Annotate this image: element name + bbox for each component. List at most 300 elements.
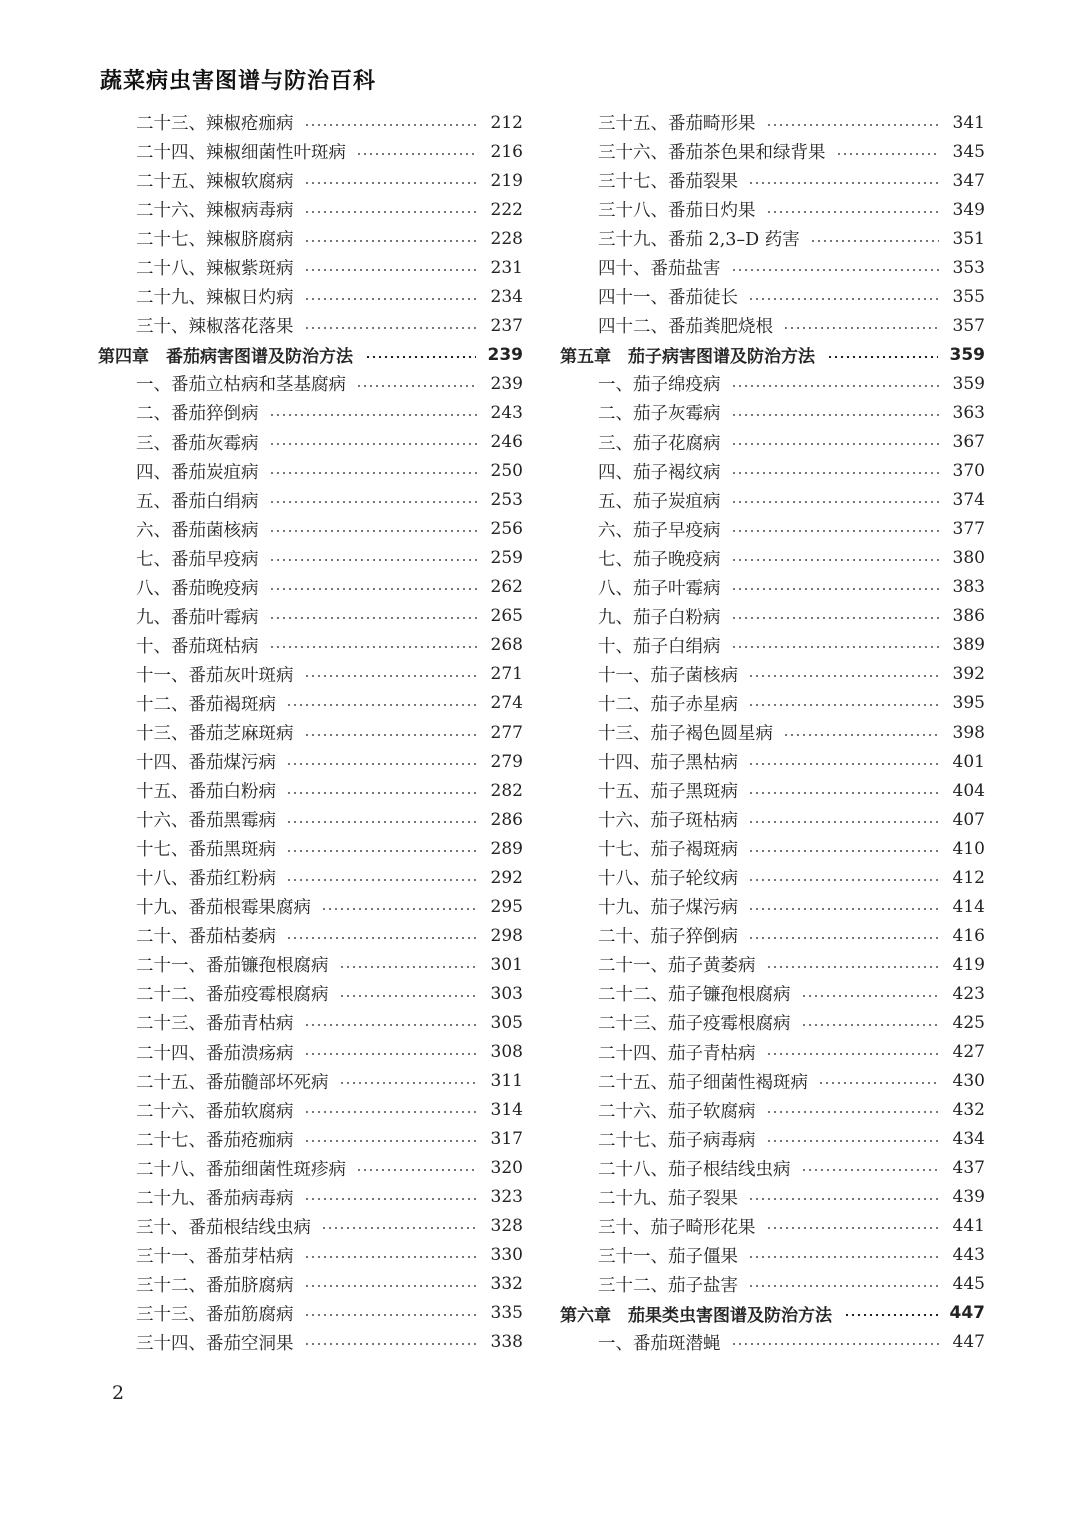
toc-entry [560,1183,985,1212]
toc-entry [98,137,523,166]
toc-entry-title: 三十四、番茄空洞果 [136,1333,294,1354]
toc-entry-page: 274 [490,693,523,714]
toc-entry [98,515,523,544]
toc-entry-page: 271 [490,664,523,685]
toc-entry-page: 246 [490,432,523,453]
toc-entry-page: 439 [952,1187,985,1208]
dot-leader [801,1169,940,1171]
toc-entry-title: 二十二、茄子镰孢根腐病 [598,985,791,1006]
dot-leader [731,559,940,561]
toc-entry-page: 303 [490,983,523,1004]
toc-entry [560,398,985,427]
toc-entry-page: 380 [952,548,985,569]
dot-leader [269,414,478,416]
dot-leader [365,356,476,358]
toc-entry [560,108,985,137]
toc-entry-title: 一、番茄斑潜蝇 [598,1333,721,1354]
toc-chapter-entry [560,1299,985,1328]
dot-leader [339,966,478,968]
dot-leader [731,385,940,387]
toc-entry [560,747,985,776]
toc-entry-page: 437 [952,1158,985,1179]
toc-entry [560,137,985,166]
toc-entry [98,834,523,863]
toc-entry [560,776,985,805]
dot-leader [731,646,940,648]
toc-entry-title: 二十五、番茄髓部坏死病 [136,1072,329,1093]
toc-entry-title: 三十五、番茄畸形果 [598,114,756,135]
toc-entry-title: 二十七、番茄疮痂病 [136,1130,294,1151]
dot-leader [304,211,478,213]
page-number: 2 [112,1382,125,1404]
toc-entry [560,1328,985,1357]
dot-leader [269,472,478,474]
dot-leader [748,1256,939,1258]
toc-entry [560,1096,985,1125]
toc-entry-title: 三十九、番茄 2,3–D 药害 [598,230,800,251]
toc-entry-title: 九、茄子白粉病 [598,607,721,628]
toc-entry [560,282,985,311]
toc-entry [560,224,985,253]
toc-entry-page: 239 [490,373,523,394]
toc-entry-title: 二十八、辣椒紫斑病 [136,259,294,280]
toc-entry [98,369,523,398]
dot-leader [269,617,478,619]
toc-entry [560,805,985,834]
toc-entry-title: 三十、辣椒落花落果 [136,317,294,338]
toc-entry [560,573,985,602]
toc-entry [98,1299,523,1328]
toc-entry-title: 十七、茄子褐斑病 [598,840,738,861]
toc-entry-title: 三十七、番茄裂果 [598,172,738,193]
toc-entry-title: 二十六、茄子软腐病 [598,1101,756,1122]
toc-entry [98,747,523,776]
dot-leader [766,966,940,968]
toc-entry [98,544,523,573]
toc-entry [560,631,985,660]
toc-entry-title: 三十三、番茄筋腐病 [136,1304,294,1325]
toc-entry [98,979,523,1008]
toc-entry-page: 398 [952,722,985,743]
dot-leader [321,908,477,910]
toc-entry [98,1241,523,1270]
toc-entry-title: 二十四、辣椒细菌性叶斑病 [136,143,346,164]
toc-entry-page: 370 [952,461,985,482]
toc-entry [560,1038,985,1067]
toc-entry [560,950,985,979]
toc-entry-title: 六、茄子早疫病 [598,520,721,541]
toc-entry-title: 九、番茄叶霉病 [136,607,259,628]
toc-entry-title: 五、茄子炭疽病 [598,491,721,512]
toc-entry-title: 二十三、茄子疫霉根腐病 [598,1014,791,1035]
dot-leader [748,792,939,794]
dot-leader [844,1314,938,1316]
toc-entry-page: 434 [952,1129,985,1150]
dot-leader [356,1169,477,1171]
toc-entry-page: 389 [952,635,985,656]
toc-entry-page: 265 [490,606,523,627]
toc-entry-page: 351 [952,228,985,249]
toc-entry-page: 441 [952,1216,985,1237]
toc-chapter-entry [560,340,985,369]
toc-entry [98,1154,523,1183]
toc-entry-page: 386 [952,606,985,627]
toc-entry-title: 二十九、辣椒日灼病 [136,288,294,309]
toc-entry-page: 427 [952,1042,985,1063]
toc-entry-page: 347 [952,170,985,191]
toc-entry-page: 423 [952,983,985,1004]
toc-entry-title: 二、茄子灰霉病 [598,404,721,425]
dot-leader [304,1140,478,1142]
toc-entry-page: 222 [490,199,523,220]
dot-leader [731,530,940,532]
toc-entry [560,834,985,863]
dot-leader [339,1082,478,1084]
toc-entry-title: 十八、番茄红粉病 [136,869,276,890]
toc-entry-page: 228 [490,228,523,249]
toc-entry-title: 四、茄子褐纹病 [598,462,721,483]
toc-entry-page: 282 [490,780,523,801]
dot-leader [286,850,477,852]
dot-leader [304,1343,478,1345]
toc-entry-title: 十六、茄子斑枯病 [598,811,738,832]
toc-entry [98,1038,523,1067]
toc-entry-page: 268 [490,635,523,656]
toc-entry-title: 十、番茄斑枯病 [136,636,259,657]
dot-leader [783,327,939,329]
toc-entry-title: 二十四、茄子青枯病 [598,1043,756,1064]
toc-entry [560,979,985,1008]
toc-entry-title: 六、番茄菌核病 [136,520,259,541]
dot-leader [321,1227,477,1229]
toc-entry [560,689,985,718]
dot-leader [269,530,478,532]
toc-entry-title: 三十、番茄根结线虫病 [136,1217,311,1238]
dot-leader [748,850,939,852]
toc-entry-title: 第四章 番茄病害图谱及防治方法 [98,347,353,368]
toc-entry-title: 十一、茄子菌核病 [598,665,738,686]
dot-leader [286,792,477,794]
toc-entry [560,486,985,515]
toc-entry-title: 三十二、茄子盐害 [598,1275,738,1296]
toc-entry-page: 341 [952,112,985,133]
toc-entry-page: 419 [952,954,985,975]
toc-entry-title: 四、番茄炭疽病 [136,462,259,483]
dot-leader [731,617,940,619]
toc-entry-title: 四十、番茄盐害 [598,259,721,280]
toc-entry-title: 三、番茄灰霉病 [136,433,259,454]
dot-leader [766,1111,940,1113]
toc-entry [560,1212,985,1241]
toc-entry [98,253,523,282]
toc-entry [560,166,985,195]
toc-entry-title: 二十八、茄子根结线虫病 [598,1159,791,1180]
dot-leader [748,298,939,300]
toc-entry-title: 十九、茄子煤污病 [598,898,738,919]
toc-entry-title: 三十八、番茄日灼果 [598,201,756,222]
dot-leader [304,298,478,300]
dot-leader [827,356,938,358]
toc-entry [560,863,985,892]
toc-entry-page: 395 [952,693,985,714]
toc-entry-title: 二十五、茄子细菌性褐斑病 [598,1072,808,1093]
toc-entry-page: 412 [952,867,985,888]
toc-entry-page: 286 [490,809,523,830]
toc-entry-title: 三十二、番茄脐腐病 [136,1275,294,1296]
toc-entry [560,602,985,631]
toc-entry-page: 345 [952,141,985,162]
toc-entry-page: 443 [952,1245,985,1266]
dot-leader [748,821,939,823]
toc-entry-page: 338 [490,1332,523,1353]
dot-leader [304,182,478,184]
toc-entry [560,1154,985,1183]
toc-entry-page: 219 [490,170,523,191]
toc-entry-page: 374 [952,490,985,511]
dot-leader [304,124,478,126]
toc-entry-page: 377 [952,519,985,540]
toc-entry-title: 五、番茄白绢病 [136,491,259,512]
toc-entry-page: 292 [490,867,523,888]
toc-entry-title: 十六、番茄黑霉病 [136,811,276,832]
toc-entry-title: 十九、番茄根霉果腐病 [136,898,311,919]
toc-entry-page: 447 [952,1332,985,1353]
dot-leader [356,153,477,155]
toc-entry-title: 十二、番茄褐斑病 [136,694,276,715]
dot-leader [818,1082,939,1084]
toc-entry-page: 279 [490,751,523,772]
toc-entry [98,950,523,979]
toc-chapter-entry [98,340,523,369]
toc-entry-page: 359 [952,373,985,394]
toc-entry-title: 二十七、辣椒脐腐病 [136,230,294,251]
toc-entry [98,457,523,486]
toc-entry-page: 359 [949,344,985,365]
toc-entry [560,195,985,224]
dot-leader [269,588,478,590]
toc-entry-page: 305 [490,1012,523,1033]
toc-entry-title: 八、番茄晚疫病 [136,578,259,599]
toc-entry [560,660,985,689]
dot-leader [748,704,939,706]
dot-leader [286,704,477,706]
dot-leader [748,1198,939,1200]
toc-left-column [98,108,523,1357]
toc-entry [98,1328,523,1357]
toc-entry [98,573,523,602]
toc-entry-page: 239 [487,344,523,365]
toc-entry-title: 二十三、辣椒疮痂病 [136,114,294,135]
dot-leader [748,763,939,765]
toc-entry-title: 二十九、茄子裂果 [598,1188,738,1209]
toc-entry-title: 第五章 茄子病害图谱及防治方法 [560,347,815,368]
toc-entry-title: 十三、茄子褐色圆星病 [598,724,773,744]
toc-entry [98,631,523,660]
toc-entry [98,863,523,892]
toc-entry-title: 十三、番茄芝麻斑病 [136,724,294,744]
dot-leader [731,269,940,271]
dot-leader [766,1227,940,1229]
toc-entry-page: 330 [490,1245,523,1266]
toc-entry-page: 301 [490,954,523,975]
toc-entry-page: 311 [490,1071,523,1092]
toc-entry-page: 323 [490,1187,523,1208]
toc-entry-page: 335 [490,1303,523,1324]
toc-entry-title: 二十六、辣椒病毒病 [136,201,294,222]
toc-right-column [560,108,985,1357]
dot-leader [269,443,478,445]
toc-entry-title: 二十九、番茄病毒病 [136,1188,294,1209]
toc-entry-title: 十四、茄子黑枯病 [598,753,738,774]
toc-entry-title: 四十一、番茄徒长 [598,288,738,309]
toc-entry [98,166,523,195]
toc-entry-page: 407 [952,809,985,830]
dot-leader [731,501,940,503]
toc-entry-page: 314 [490,1100,523,1121]
toc-entry-page: 332 [490,1274,523,1295]
book-title: 蔬菜病虫害图谱与防治百科 [100,69,377,94]
dot-leader [731,588,940,590]
toc-entry-title: 二十六、番茄软腐病 [136,1101,294,1122]
toc-entry-page: 250 [490,461,523,482]
toc-entry [98,195,523,224]
toc-entry [98,1008,523,1037]
dot-leader [304,1024,478,1026]
toc-entry [98,1183,523,1212]
toc-entry-title: 十七、番茄黑斑病 [136,840,276,861]
dot-leader [356,385,477,387]
toc-entry-title: 四十二、番茄粪肥烧根 [598,317,773,338]
toc-entry-page: 256 [490,519,523,540]
dot-leader [748,879,939,881]
dot-leader [304,1285,478,1287]
dot-leader [339,995,478,997]
dot-leader [304,327,478,329]
toc-entry-page: 416 [952,925,985,946]
dot-leader [801,995,940,997]
toc-entry-page: 414 [952,896,985,917]
toc-entry-page: 212 [490,112,523,133]
toc-entry [98,282,523,311]
dot-leader [286,879,477,881]
toc-entry-page: 363 [952,402,985,423]
toc-entry-title: 十五、茄子黑斑病 [598,782,738,803]
toc-entry-title: 二、番茄猝倒病 [136,404,259,425]
dot-leader [304,1198,478,1200]
toc-entry-page: 231 [490,257,523,278]
dot-leader [748,1285,939,1287]
dot-leader [286,763,477,765]
dot-leader [269,646,478,648]
toc-entry-title: 七、番茄早疫病 [136,549,259,570]
toc-entry-page: 243 [490,402,523,423]
toc-entry-title: 二十四、番茄溃疡病 [136,1043,294,1064]
toc-entry-title: 二十、番茄枯萎病 [136,927,276,948]
toc-entry-title: 三十一、番茄芽枯病 [136,1246,294,1267]
toc-entry [98,1212,523,1241]
dot-leader [731,1343,940,1345]
toc-entry-page: 357 [952,315,985,336]
toc-entry [98,311,523,340]
toc-entry [560,311,985,340]
toc-entry-title: 第六章 茄果类虫害图谱及防治方法 [560,1305,832,1326]
toc-entry-page: 320 [490,1158,523,1179]
dot-leader [304,240,478,242]
toc-entry [98,805,523,834]
toc-entry-title: 二十一、番茄镰孢根腐病 [136,956,329,977]
toc-entry-title: 二十一、茄子黄萎病 [598,956,756,977]
toc-entry [560,1270,985,1299]
toc-entry-page: 216 [490,141,523,162]
toc-entry-page: 367 [952,432,985,453]
toc-entry-title: 二十、茄子猝倒病 [598,927,738,948]
toc-entry-page: 425 [952,1012,985,1033]
toc-entry [560,457,985,486]
toc-entry [98,921,523,950]
toc-entry-title: 三、茄子花腐病 [598,433,721,454]
toc-entry-page: 447 [949,1303,985,1324]
dot-leader [731,414,940,416]
toc-entry-page: 253 [490,490,523,511]
toc-entry [560,369,985,398]
toc-entry [560,718,985,747]
dot-leader [269,559,478,561]
dot-leader [766,124,940,126]
toc-entry-page: 298 [490,925,523,946]
toc-entry [98,1096,523,1125]
toc-entry-title: 十二、茄子赤星病 [598,694,738,715]
toc-entry-title: 二十三、番茄青枯病 [136,1014,294,1035]
dot-leader [304,1314,478,1316]
toc-entry [98,486,523,515]
toc-entry-title: 二十二、番茄疫霉根腐病 [136,985,329,1006]
toc-entry [560,253,985,282]
dot-leader [801,1024,940,1026]
dot-leader [748,908,939,910]
toc-entry-page: 317 [490,1129,523,1150]
dot-leader [304,1256,478,1258]
toc-entry [560,892,985,921]
dot-leader [304,734,478,736]
toc-entry-page: 432 [952,1100,985,1121]
toc-entry-page: 295 [490,896,523,917]
toc-entry [560,1008,985,1037]
toc-entry [98,776,523,805]
toc-entry-title: 三十、茄子畸形花果 [598,1217,756,1238]
toc-entry [98,1270,523,1299]
toc-entry [98,108,523,137]
toc-entry-page: 355 [952,286,985,307]
toc-entry-page: 262 [490,577,523,598]
dot-leader [304,1111,478,1113]
dot-leader [304,1053,478,1055]
toc-entry-page: 404 [952,780,985,801]
toc-entry-title: 二十七、茄子病毒病 [598,1130,756,1151]
toc-entry-title: 十一、番茄灰叶斑病 [136,665,294,686]
dot-leader [731,443,940,445]
toc-entry [98,718,523,747]
toc-entry-page: 328 [490,1216,523,1237]
toc-entry-page: 392 [952,664,985,685]
dot-leader [766,1053,940,1055]
toc-entry [560,1125,985,1154]
toc-entry-page: 289 [490,838,523,859]
dot-leader [304,675,478,677]
toc-entry-page: 401 [952,751,985,772]
toc-entry [98,602,523,631]
toc-entry-page: 430 [952,1071,985,1092]
dot-leader [783,734,939,736]
